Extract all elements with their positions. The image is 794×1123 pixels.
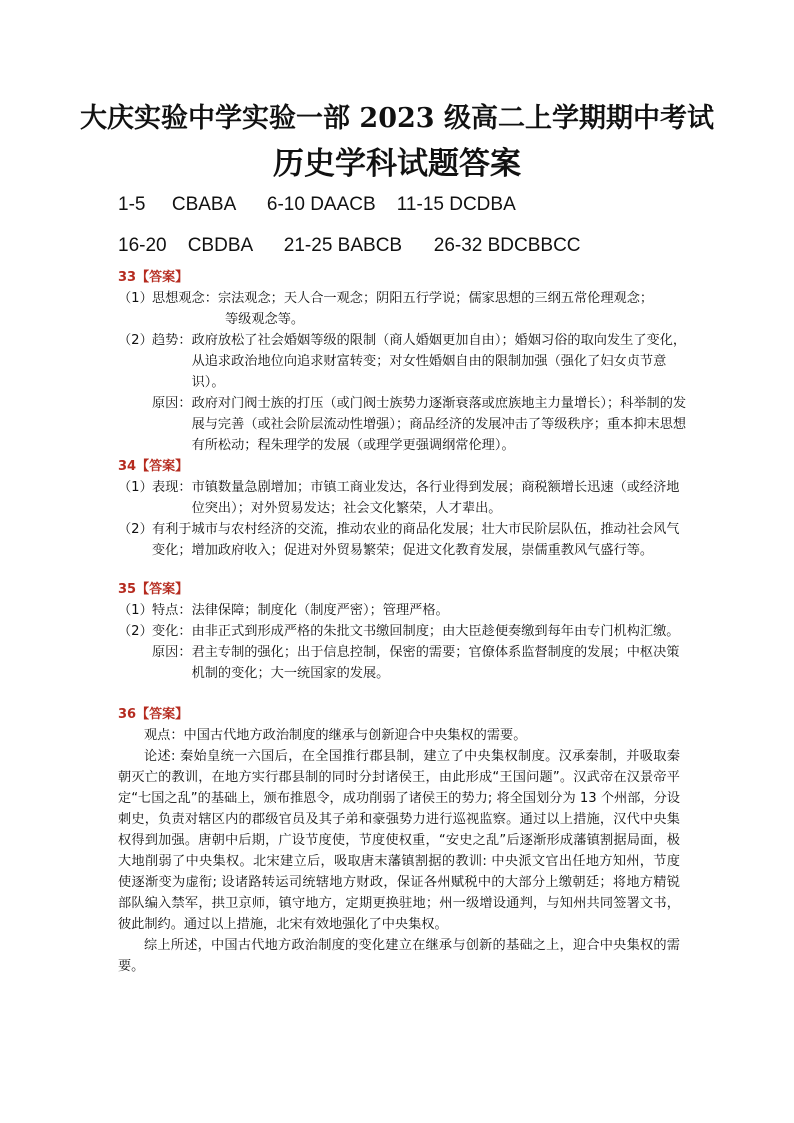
q35-part2-text: 由非正式到形成严格的朱批文书缴回制度；由大臣趁便奏缴到每年由专门机构汇缴。 (191, 624, 680, 639)
q35-part3-text: 君主专制的强化；出于信息控制，保密的需要；官僚体系监督制度的发展；中枢决策机制的变化；大一统国家的发展。 (191, 645, 680, 681)
q36-argument: 论述: 秦始皇统一六国后，在全国推行郡县制，建立了中央集权制度。汉承秦制，并吸取秦朝灭亡的教训，在地方实行郡县制的同时分封诸侯王，由此形成“王国问题”。汉武帝在汉景帝平定“七国之乱”的基础上，颁布推恩令，成功削弱了诸侯王的势力; 将全国划分为 13 个州部，分设刺史，负责对辖区内的郡级官员及其子弟和豪强势力进行巡视监察。通过以上措施，汉代中央集权得到加强。唐朝中后期，广设节度使，节度使权重，“安史之乱”后逐渐形成藩镇割据局面，极大地削弱了中央集权。北宋建立后，吸取唐末藩镇割据的教训: 中央派文官出任地方知州，节度使逐渐变为虚衔; 设诸路转运司统辖地方财政，保证各州赋税中的大部分上缴朝廷；将地方精锐部队编入禁军，拱卫京师，镇守地方，定期更换驻地；州一级增设通判，与知州共同签署文书，彼此制约。通过以上措施，北宋有效地强化了中央集权。 (118, 749, 680, 932)
q34-tag: 34【答案】 (118, 459, 189, 474)
q34-part1-num: （1） (118, 480, 153, 495)
q35-part1-label: 特点： (152, 603, 192, 618)
q33-tag: 33【答案】 (118, 270, 189, 285)
q36-tag: 36【答案】 (118, 707, 189, 722)
q35-part1-num: （1） (118, 603, 153, 618)
q36-viewpoint: 观点：中国古代地方政治制度的继承与创新迎合中央集权的需要。 (144, 728, 527, 743)
q34-part1-label: 表现： (152, 480, 192, 495)
q33-part2-label: 趋势： (152, 333, 192, 348)
mc-answers-row-2: 16-20 CBDBA 21-25 BABCB 26-32 BDCBBCC (118, 235, 581, 256)
q35-part2-label: 变化： (152, 624, 192, 639)
q34-part1-text: 市镇数量急剧增加；市镇工商业发达，各行业得到发展；商税额增长迅速（或经济地位突出）；对外贸易发达；社会文化繁荣，人才辈出。 (191, 480, 680, 516)
q35-answer (118, 579, 688, 684)
q35-part3-label: 原因： (152, 645, 192, 660)
q33-part3-label: 原因： (152, 396, 192, 411)
q35-part1-text: 法律保障；制度化（制度严密）；管理严格。 (191, 603, 449, 618)
q33-part1-num: （1） (118, 291, 153, 306)
q33-answer (118, 267, 688, 456)
q33-part1-text: 宗法观念；天人合一观念；阴阳五行学说；儒家思想的三纲五常伦理观念； (217, 291, 654, 306)
q36-conclusion: 综上所述，中国古代地方政治制度的变化建立在继承与创新的基础之上，迎合中央集权的需要。 (118, 938, 680, 974)
exam-title: 大庆实验中学实验一部 2023 级高二上学期期中考试 (80, 103, 714, 134)
q33-part3-text: 政府对门阀士族的打压（或门阀士族势力逐渐衰落或庶族地主力量增长）；科举制的发展与完善（或社会阶层流动性增强）；商品经济的发展冲击了等级秩序；重本抑末思想有所松动；程朱理学的发展（或理学更强调纲常伦理）。 (191, 396, 687, 453)
q33-part2-num: （2） (118, 333, 153, 348)
q34-part2-num: （2） (118, 522, 153, 537)
q33-part1-cont: 等级观念等。 (225, 312, 305, 327)
q34-answer (118, 456, 688, 561)
q34-part2-text: 有利于城市与农村经济的交流，推动农业的商品化发展；壮大市民阶层队伍，推动社会风气变化；增加政府收入；促进对外贸易繁荣；促进文化教育发展，崇儒重教风气盛行等。 (152, 522, 680, 558)
mc-answers-row-1: 1-5 CBABA 6-10 DAACB 11-15 DCDBA (118, 194, 516, 215)
q33-part1-label: 思想观念： (152, 291, 218, 306)
subject-title: 历史学科试题答案 (273, 146, 521, 182)
q35-part2-num: （2） (118, 624, 153, 639)
q33-part2-text: 政府放松了社会婚姻等级的限制（商人婚姻更加自由）；婚姻习俗的取向发生了变化，从追求政治地位向追求财富转变；对女性婚姻自由的限制加强（强化了妇女贞节意识）。 (191, 333, 687, 390)
q36-answer (118, 704, 680, 977)
q35-tag: 35【答案】 (118, 582, 189, 597)
